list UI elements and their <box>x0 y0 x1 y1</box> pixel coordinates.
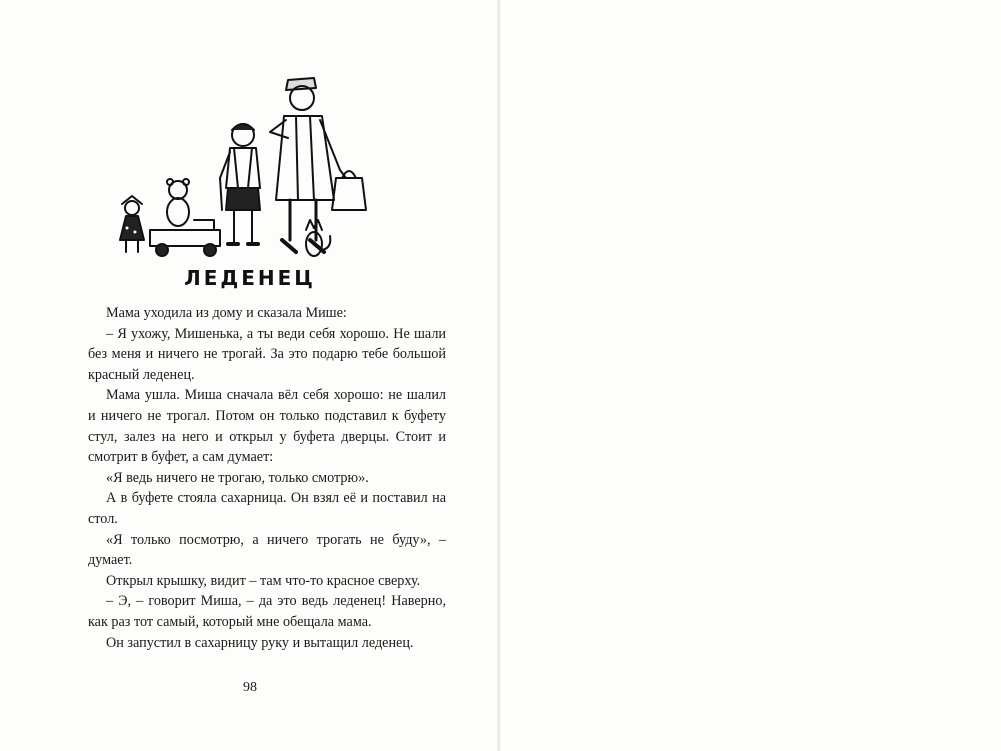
paragraph: – Э, – говорит Миша, – да это ведь леденец! Наверно, как раз тот самый, который мне обещала мама. <box>88 593 446 630</box>
left-page <box>0 0 500 751</box>
paragraph: – Я ухожу, Мишенька, а ты веди себя хорошо. Не шали без меня и ничего не трогай. За это подарю тебе большой красный леденец. <box>88 325 446 383</box>
paragraph: Открыл крышку, видит – там что-то красное сверху. <box>106 572 421 589</box>
story-text <box>88 303 446 653</box>
mother-and-boy-illustration <box>110 60 430 265</box>
paragraph: А в буфете стояла сахарница. Он взял её и поставил на стол. <box>88 490 446 527</box>
story-title: ЛЕДЕНЕЦ <box>184 266 316 290</box>
paragraph: «Я ведь ничего не трогаю, только смотрю». <box>106 469 369 486</box>
paragraph: «Я только посмотрю, а ничего трогать не буду», – думает. <box>88 531 446 569</box>
paragraph: Мама уходила из дому и сказала Мише: <box>106 305 347 321</box>
page-number: 98 <box>243 680 257 695</box>
paragraph: Мама ушла. Миша сначала вёл себя хорошо: не шалил и ничего не трогал. Потом он только подставил к буфету стул, залез на него и открыл у буфета дверцы. Стоит и смотрит в буфет, а сам думает: <box>88 387 446 466</box>
right-page <box>500 0 1001 751</box>
paragraph: Он запустил в сахарницу руку и вытащил леденец. <box>106 634 414 651</box>
